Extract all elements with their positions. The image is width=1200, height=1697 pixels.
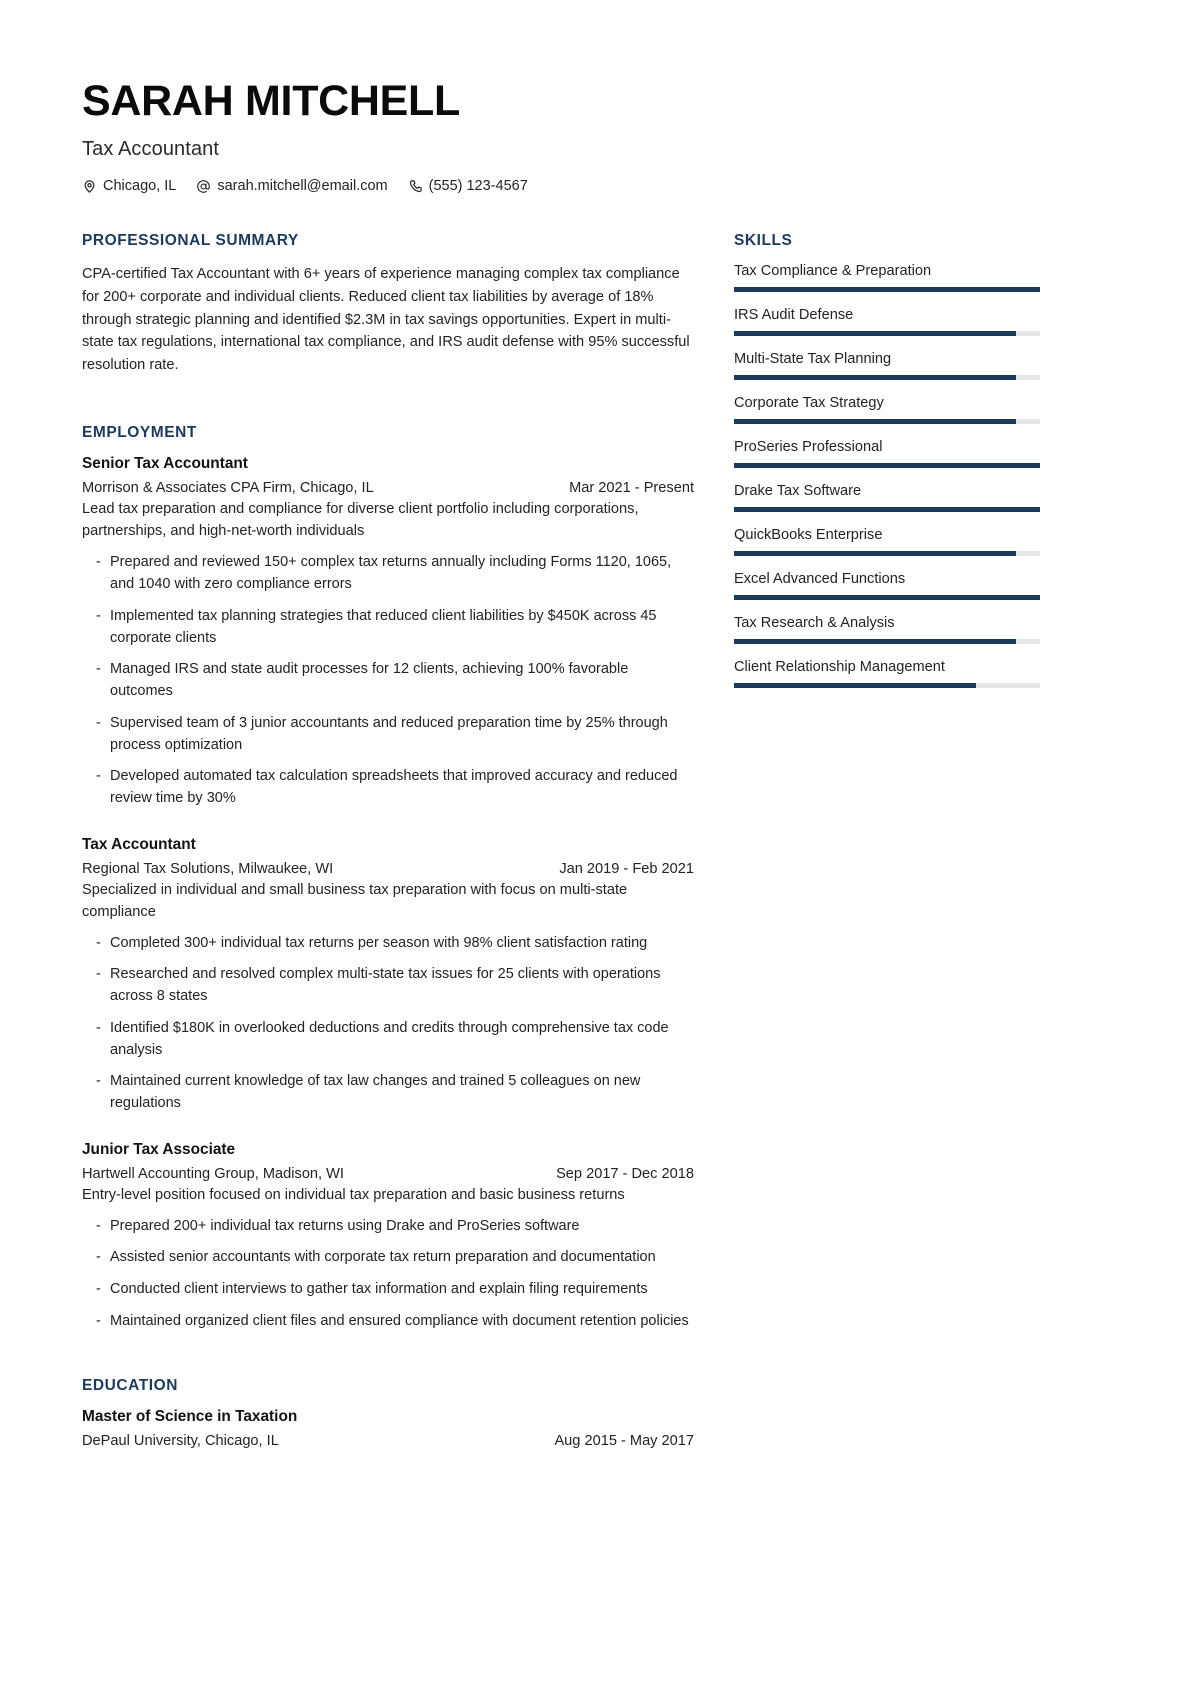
skill-bar-fill	[734, 551, 1016, 556]
job-company: Regional Tax Solutions, Milwaukee, WI	[82, 860, 334, 877]
education-degree: Master of Science in Taxation	[82, 1407, 298, 1425]
skill-item	[734, 439, 1040, 468]
section-heading-employment: EMPLOYMENT	[82, 424, 197, 442]
job-bullet-list	[82, 933, 694, 1115]
skill-bar-fill	[734, 287, 1040, 292]
job-meta	[82, 1166, 694, 1182]
skill-bar-track	[734, 551, 1040, 556]
resume-header	[82, 78, 1126, 194]
main-column	[82, 232, 694, 1448]
phone-text: (555) 123-4567	[428, 178, 528, 195]
contact-email	[196, 178, 387, 194]
skill-bar-fill	[734, 375, 1016, 380]
education-list	[82, 1408, 694, 1449]
email-text: sarah.mitchell@email.com	[217, 178, 388, 195]
skill-bar-fill	[734, 419, 1016, 424]
skill-bar-track	[734, 683, 1040, 688]
skill-name: Tax Research & Analysis	[734, 615, 895, 632]
skill-item	[734, 351, 1040, 380]
employment-entry	[82, 455, 694, 809]
skill-item	[734, 571, 1040, 600]
skills-sidebar	[734, 232, 1040, 1448]
skill-bar-fill	[734, 683, 976, 688]
job-bullet: - Maintained organized client files and ensured compliance with document retention policies	[82, 1311, 694, 1333]
phone-icon	[408, 179, 423, 194]
professional-summary-text: CPA-certified Tax Accountant with 6+ years of experience managing complex tax compliance for 200+ corporate and individual clients. Reduced client tax liabilities by average of 18% through strategic planning and identified $2.3M in tax savings opportunities. Expert in multi-state tax regulations, international tax compliance, and IRS audit defense with 95% successful resolution rate.	[82, 266, 690, 373]
skill-bar-fill	[734, 639, 1016, 644]
skill-item	[734, 527, 1040, 556]
job-dates: Sep 2017 - Dec 2018	[556, 1165, 694, 1182]
job-bullet: - Supervised team of 3 junior accountants and reduced preparation time by 25% through process optimization	[82, 713, 694, 757]
skill-item	[734, 615, 1040, 644]
job-bullet: - Researched and resolved complex multi-state tax issues for 25 clients with operations across 8 states	[82, 964, 694, 1008]
section-heading-summary: PROFESSIONAL SUMMARY	[82, 232, 299, 250]
job-company: Hartwell Accounting Group, Madison, WI	[82, 1165, 344, 1182]
job-bullet: - Prepared 200+ individual tax returns using Drake and ProSeries software	[82, 1216, 694, 1238]
skill-item	[734, 263, 1040, 292]
job-title: Junior Tax Associate	[82, 1140, 236, 1158]
job-bullet: - Developed automated tax calculation spreadsheets that improved accuracy and reduced review time by 30%	[82, 766, 694, 810]
skill-bar-track	[734, 287, 1040, 292]
education-dates: Aug 2015 - May 2017	[554, 1432, 694, 1449]
job-bullet: - Conducted client interviews to gather tax information and explain filing requirements	[82, 1279, 694, 1301]
skill-bar-track	[734, 419, 1040, 424]
employment-entry	[82, 1141, 694, 1333]
job-description: Specialized in individual and small business tax preparation with focus on multi-state compliance	[82, 881, 628, 920]
section-heading-education: EDUCATION	[82, 1376, 178, 1394]
skill-name: QuickBooks Enterprise	[734, 527, 883, 544]
skill-name: Client Relationship Management	[734, 659, 945, 676]
job-meta	[82, 861, 694, 877]
skill-bar-track	[734, 331, 1040, 336]
employment-entry	[82, 836, 694, 1115]
resume-body	[82, 232, 1126, 1448]
skill-name: Drake Tax Software	[734, 483, 862, 500]
skill-item	[734, 307, 1040, 336]
job-dates: Jan 2019 - Feb 2021	[559, 860, 694, 877]
job-bullet: - Identified $180K in overlooked deductions and credits through comprehensive tax code analysis	[82, 1018, 694, 1062]
employment-list	[82, 455, 694, 1332]
section-heading-skills: SKILLS	[734, 232, 793, 250]
skill-bar-track	[734, 595, 1040, 600]
job-description: Lead tax preparation and compliance for diverse client portfolio including corporations, partnerships, and high-net-worth individuals	[82, 501, 639, 540]
job-company: Morrison & Associates CPA Firm, Chicago, IL	[82, 480, 374, 497]
skill-name: IRS Audit Defense	[734, 307, 854, 324]
job-bullet-list	[82, 1216, 694, 1333]
education-school: DePaul University, Chicago, IL	[82, 1432, 279, 1449]
job-bullet: - Maintained current knowledge of tax law changes and trained 5 colleagues on new regulations	[82, 1071, 694, 1115]
skill-bar-track	[734, 375, 1040, 380]
job-bullet: - Completed 300+ individual tax returns per season with 98% client satisfaction rating	[82, 933, 694, 955]
job-bullet: - Implemented tax planning strategies that reduced client liabilities by $450K across 45 corporate clients	[82, 606, 694, 650]
skills-list	[734, 263, 1040, 688]
skill-name: Multi-State Tax Planning	[734, 351, 892, 368]
skill-bar-track	[734, 639, 1040, 644]
skill-bar-track	[734, 463, 1040, 468]
job-bullet-list	[82, 552, 694, 810]
skill-item	[734, 659, 1040, 688]
job-description: Entry-level position focused on individual tax preparation and basic business returns	[82, 1186, 625, 1203]
at-sign-icon	[196, 179, 211, 194]
education-entry	[82, 1408, 694, 1449]
skill-bar-fill	[734, 331, 1016, 336]
candidate-title: Tax Accountant	[82, 138, 220, 161]
skill-bar-fill	[734, 595, 1040, 600]
job-title: Tax Accountant	[82, 835, 196, 853]
location-text: Chicago, IL	[103, 178, 177, 195]
contact-phone	[408, 178, 528, 194]
skill-bar-fill	[734, 507, 1040, 512]
job-bullet: - Assisted senior accountants with corporate tax return preparation and documentation	[82, 1247, 694, 1269]
job-bullet: - Managed IRS and state audit processes for 12 clients, achieving 100% favorable outcomes	[82, 659, 694, 703]
skill-bar-track	[734, 507, 1040, 512]
candidate-name: SARAH MITCHELL	[82, 77, 460, 125]
contact-location	[82, 178, 176, 194]
skill-name: Corporate Tax Strategy	[734, 395, 884, 412]
skill-item	[734, 483, 1040, 512]
skill-name: Excel Advanced Functions	[734, 571, 906, 588]
skill-bar-fill	[734, 463, 1040, 468]
skill-name: Tax Compliance & Preparation	[734, 263, 932, 280]
contact-row	[82, 178, 1126, 194]
location-pin-icon	[82, 179, 97, 194]
education-meta	[82, 1433, 694, 1449]
job-title: Senior Tax Accountant	[82, 455, 248, 473]
job-bullet: - Prepared and reviewed 150+ complex tax returns annually including Forms 1120, 1065, and 1040 with zero compliance errors	[82, 552, 694, 596]
job-meta	[82, 480, 694, 496]
job-dates: Mar 2021 - Present	[569, 480, 694, 497]
skill-item	[734, 395, 1040, 424]
skill-name: ProSeries Professional	[734, 439, 883, 456]
